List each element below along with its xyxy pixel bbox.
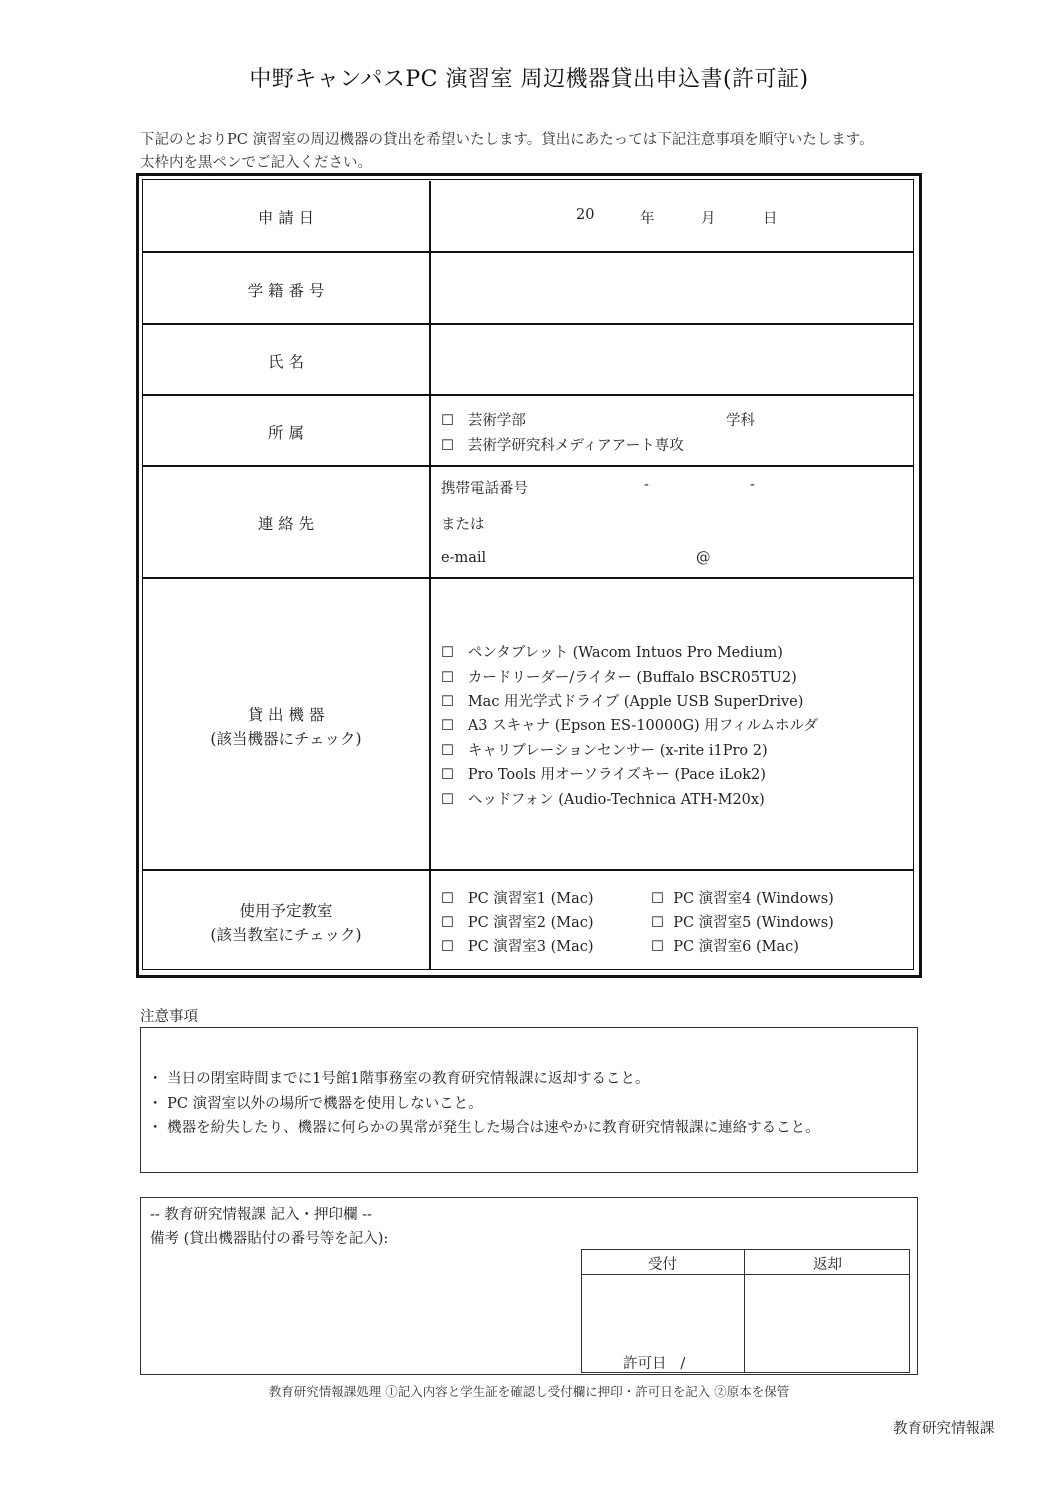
intro-line-2: 太枠内を黒ペンでご記入ください。 bbox=[140, 155, 372, 171]
checkbox-icon[interactable]: ☐ bbox=[441, 694, 454, 710]
processing-note: 教育研究情報課処理 ①記入内容と学生証を確認し受付欄に押印・許可日を記入 ②原本を保管 bbox=[268, 1384, 790, 1399]
equipment-sublabel: (該当機器にチェック) bbox=[210, 730, 362, 748]
checkbox-icon[interactable]: ☐ bbox=[441, 743, 454, 759]
contact-label: 連 絡 先 bbox=[257, 515, 315, 533]
equipment-option[interactable] bbox=[441, 714, 818, 735]
name-label: 氏 名 bbox=[268, 353, 304, 371]
phone-dash: - bbox=[750, 477, 755, 493]
footer-department: 教育研究情報課 bbox=[893, 1421, 995, 1437]
receipt-header: 受付 bbox=[648, 1257, 677, 1273]
checkbox-icon[interactable]: ☐ bbox=[441, 718, 454, 734]
date-input-field[interactable] bbox=[431, 182, 913, 250]
equipment-option[interactable] bbox=[441, 690, 803, 711]
checkbox-icon[interactable]: ☐ bbox=[441, 939, 454, 955]
equipment-option[interactable] bbox=[441, 641, 783, 662]
row-divider bbox=[143, 465, 914, 467]
note-item: ・ PC 演習室以外の場所で機器を使用しないこと。 bbox=[148, 1096, 483, 1112]
equipment-option[interactable] bbox=[441, 739, 768, 760]
equipment-label: 貸 出 機 器 bbox=[247, 706, 325, 724]
notes-heading: 注意事項 bbox=[140, 1009, 198, 1025]
room-option[interactable] bbox=[651, 887, 834, 908]
return-stamp-area[interactable] bbox=[746, 1276, 909, 1372]
checkbox-icon[interactable]: ☐ bbox=[441, 645, 454, 661]
checkbox-icon[interactable]: ☐ bbox=[651, 915, 664, 931]
phone-label: 携帯電話番号 bbox=[441, 481, 528, 497]
affiliation-label: 所 属 bbox=[268, 424, 304, 442]
office-use-heading: -- 教育研究情報課 記入・押印欄 -- bbox=[150, 1207, 372, 1223]
room-text: PC 演習室5 (Windows) bbox=[673, 915, 834, 931]
row-divider bbox=[143, 577, 914, 579]
page-title: 中野キャンパスPC 演習室 周辺機器貸出申込書(許可証) bbox=[249, 67, 809, 92]
checkbox-icon[interactable]: ☐ bbox=[441, 891, 454, 907]
permit-date-label: 許可日 / bbox=[623, 1356, 686, 1372]
affiliation-dept-suffix: 学科 bbox=[726, 413, 755, 429]
room-option[interactable] bbox=[651, 911, 834, 932]
date-day-unit: 日 bbox=[763, 211, 778, 227]
email-label: e-mail bbox=[441, 550, 487, 566]
checkbox-icon[interactable]: ☐ bbox=[441, 767, 454, 783]
student-id-label: 学 籍 番 号 bbox=[247, 282, 325, 300]
office-remarks-label: 備考 (貸出機器貼付の番号等を記入): bbox=[150, 1231, 389, 1247]
intro-line-1: 下記のとおりPC 演習室の周辺機器の貸出を希望いたします。貸出にあたっては下記注意事項を順守いたします。 bbox=[140, 132, 874, 148]
equipment-option[interactable] bbox=[441, 788, 765, 809]
equipment-text: Mac 用光学式ドライブ (Apple USB SuperDrive) bbox=[467, 694, 804, 710]
room-text: PC 演習室4 (Windows) bbox=[673, 891, 834, 907]
date-year-unit: 年 bbox=[640, 211, 655, 227]
room-option[interactable] bbox=[441, 935, 594, 956]
affiliation-option-graduate[interactable] bbox=[441, 434, 684, 455]
return-header: 返却 bbox=[813, 1257, 842, 1273]
room-text: PC 演習室2 (Mac) bbox=[467, 915, 594, 931]
checkbox-icon[interactable]: ☐ bbox=[651, 939, 664, 955]
room-option[interactable] bbox=[441, 887, 594, 908]
equipment-option[interactable] bbox=[441, 763, 766, 784]
room-sublabel: (該当教室にチェック) bbox=[210, 926, 362, 944]
room-text: PC 演習室3 (Mac) bbox=[467, 939, 594, 955]
affiliation-text: 芸術学部 bbox=[467, 413, 526, 429]
checkbox-icon[interactable]: ☐ bbox=[441, 670, 454, 686]
student-id-field[interactable] bbox=[431, 253, 913, 322]
equipment-text: キャリブレーションセンサー (x-rite i1Pro 2) bbox=[467, 743, 768, 759]
email-at: @ bbox=[696, 550, 711, 566]
stamp-table-header-line bbox=[581, 1274, 910, 1275]
row-divider bbox=[143, 869, 914, 871]
date-month-unit: 月 bbox=[701, 211, 716, 227]
room-option[interactable] bbox=[651, 935, 799, 956]
checkbox-icon[interactable]: ☐ bbox=[441, 438, 454, 454]
room-text: PC 演習室6 (Mac) bbox=[673, 939, 799, 955]
note-item: ・ 当日の閉室時間までに1号館1階事務室の教育研究情報課に返却すること。 bbox=[148, 1071, 650, 1087]
date-prefix: 20 bbox=[576, 207, 595, 223]
equipment-text: ヘッドフォン (Audio-Technica ATH-M20x) bbox=[467, 792, 765, 808]
phone-dash: - bbox=[644, 477, 649, 493]
equipment-option[interactable] bbox=[441, 666, 797, 687]
note-item: ・ 機器を紛失したり、機器に何らかの異常が発生した場合は速やかに教育研究情報課に連絡すること。 bbox=[148, 1120, 820, 1136]
checkbox-icon[interactable]: ☐ bbox=[441, 915, 454, 931]
room-label: 使用予定教室 bbox=[239, 902, 333, 920]
equipment-text: A3 スキャナ (Epson ES-10000G) 用フィルムホルダ bbox=[467, 718, 818, 734]
affiliation-text: 芸術学研究科メディアアート専攻 bbox=[467, 438, 684, 454]
equipment-text: Pro Tools 用オーソライズキー (Pace iLok2) bbox=[467, 767, 766, 783]
contact-or: または bbox=[441, 517, 485, 533]
checkbox-icon[interactable]: ☐ bbox=[441, 413, 454, 429]
equipment-text: ペンタブレット (Wacom Intuos Pro Medium) bbox=[467, 645, 783, 661]
name-field[interactable] bbox=[431, 325, 913, 393]
checkbox-icon[interactable]: ☐ bbox=[441, 792, 454, 808]
room-option[interactable] bbox=[441, 911, 594, 932]
affiliation-option-department[interactable] bbox=[441, 409, 526, 430]
equipment-text: カードリーダー/ライター (Buffalo BSCR05TU2) bbox=[467, 670, 797, 686]
checkbox-icon[interactable]: ☐ bbox=[651, 891, 664, 907]
date-label: 申 請 日 bbox=[257, 209, 315, 227]
room-text: PC 演習室1 (Mac) bbox=[467, 891, 594, 907]
row-divider bbox=[143, 394, 914, 396]
